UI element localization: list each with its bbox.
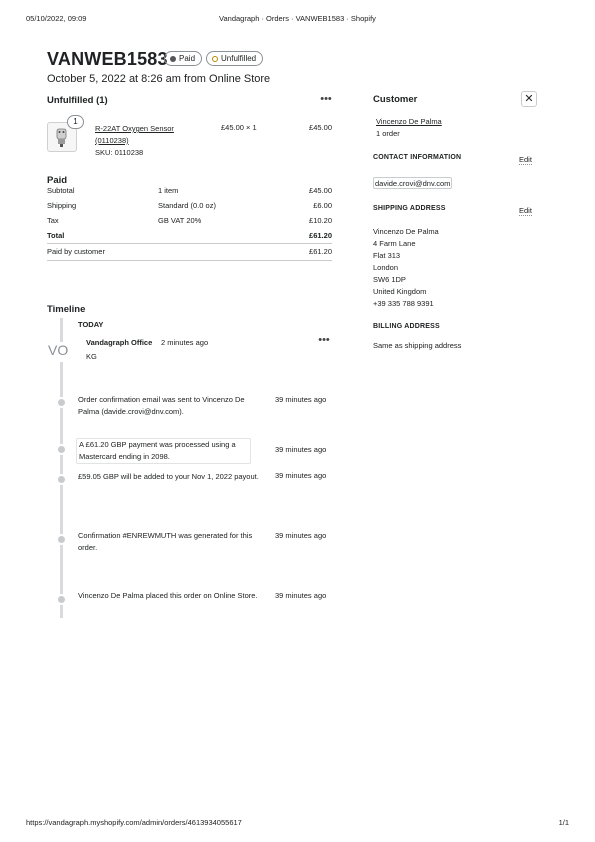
status-badge-unfulfilled [206,51,263,66]
payment-label: Shipping [47,201,77,210]
address-line: SW6 1DP [373,275,406,284]
comment-time: 2 minutes ago [161,338,209,347]
payment-label: Subtotal [47,186,75,195]
timeline-event-text: Vincenzo De Palma placed this order on Online Store. [78,591,258,600]
order-number: VANWEB1583 [47,49,168,69]
payment-amount: £6.00 [313,201,332,210]
timeline-today-label: TODAY [78,320,104,329]
timeline-event-time: 39 minutes ago [275,591,327,600]
shipping-edit-button[interactable]: Edit [519,206,532,215]
payment-divider-bottom [47,260,332,261]
timeline-event-text[interactable]: A £61.20 GBP payment was processed using a Mastercard ending in 2098. [76,438,251,464]
status-badge-paid [164,51,202,66]
contact-edit-button[interactable]: Edit [519,155,532,164]
timeline-event-text: Order confirmation email was sent to Vincenzo De Palma (davide.crovi@dnv.com). [78,395,245,416]
comment-more-actions-icon[interactable]: ••• [318,334,330,346]
address-phone: +39 335 788 9391 [373,299,434,308]
payment-divider [47,243,332,244]
timeline-event-dot [56,474,67,485]
close-icon[interactable]: ✕ [521,91,537,107]
print-page-count: 1/1 [558,818,569,827]
shipping-address-heading: SHIPPING ADDRESS [373,205,446,212]
timeline-event-time: 39 minutes ago [275,531,327,540]
quantity-badge: 1 [67,115,84,129]
payment-heading: Paid [47,175,68,186]
payment-label: Total [47,231,65,240]
payment-amount: £61.20 [309,231,332,240]
product-line-total: £45.00 [309,123,332,132]
timeline-line [60,318,63,618]
timeline-event-dot [56,397,67,408]
timeline-event-dot [56,594,67,605]
avatar: VO [48,342,72,362]
paid-dot-icon [170,56,176,62]
timeline-event-dot [56,534,67,545]
shipping-address [373,226,439,310]
payment-detail: 1 item [158,186,179,195]
timeline-event-dot [56,444,67,455]
print-page-title: Vandagraph · Orders · VANWEB1583 · Shopify [219,14,376,23]
address-line: London [373,263,399,272]
timeline-event-time: 39 minutes ago [275,445,327,454]
payment-detail: GB VAT 20% [158,216,202,225]
payment-row-shipping [47,201,332,215]
timeline-event-text: Confirmation #ENREWMUTH was generated for this order. [78,531,253,552]
payment-amount: £61.20 [309,247,332,256]
status-badge-paid-label: Paid [179,54,196,63]
customer-order-count: 1 order [376,129,400,138]
customer-email-link[interactable]: davide.crovi@dnv.com [375,179,451,188]
product-link[interactable]: R-22AT Oxygen Sensor (0110238) [95,124,174,145]
product-price-quantity: £45.00 × 1 [221,123,257,132]
timeline-event-text: £59.05 GBP will be added to your Nov 1, 2022 payout. [78,472,259,481]
payment-row-subtotal [47,186,332,200]
unfulfilled-heading: Unfulfilled (1) [47,95,108,106]
payment-amount: £45.00 [309,186,332,195]
billing-address-text: Same as shipping address [373,341,462,350]
customer-heading: Customer [373,94,418,105]
print-url: https://vandagraph.myshopify.com/admin/orders/4613934055617 [26,818,242,827]
unfulfilled-more-actions-icon[interactable]: ••• [320,93,332,105]
payment-amount: £10.20 [309,216,332,225]
comment-text: KG [86,352,97,361]
contact-information-heading: CONTACT INFORMATION [373,154,462,161]
address-line: Flat 313 [373,251,401,260]
timeline-heading: Timeline [47,304,86,315]
payment-row-tax [47,216,332,230]
payment-label: Tax [47,216,59,225]
print-header [0,14,595,26]
address-line: United Kingdom [373,287,427,296]
payment-row-paid-by-customer [47,247,332,261]
billing-address-heading: BILLING ADDRESS [373,323,440,330]
timeline-event-time: 39 minutes ago [275,471,327,480]
unfulfilled-dot-icon [212,56,218,62]
payment-detail: Standard (0.0 oz) [158,201,216,210]
comment-author [86,338,152,347]
print-footer [0,818,595,830]
print-datetime: 05/10/2022, 09:09 [26,14,87,23]
address-line: 4 Farm Lane [373,239,416,248]
payment-label: Paid by customer [47,247,105,256]
product-sku: SKU: 0110238 [95,148,144,157]
status-badge-unfulfilled-label: Unfulfilled [221,54,257,63]
customer-name-link[interactable]: Vincenzo De Palma [376,117,442,126]
comment-author-name: Vandagraph Office [86,338,153,347]
timeline-event-time: 39 minutes ago [275,395,327,404]
order-subtitle: October 5, 2022 at 8:26 am from Online Store [47,73,271,85]
address-line: Vincenzo De Palma [373,227,439,236]
